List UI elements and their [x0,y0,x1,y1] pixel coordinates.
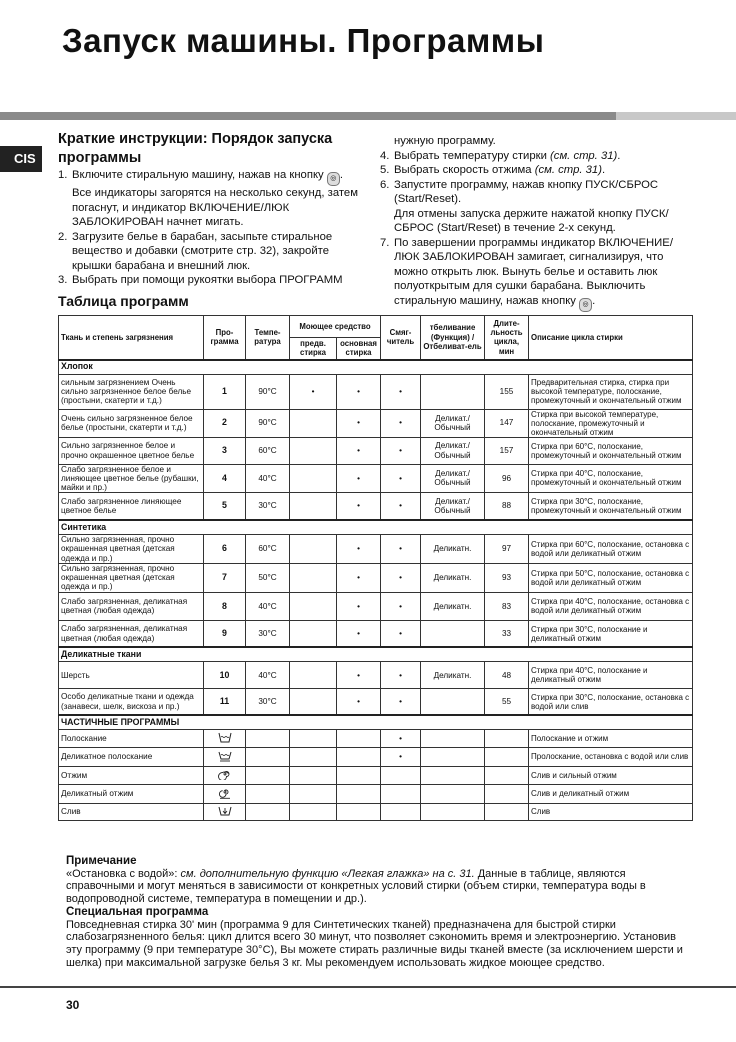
cell-description: Стирка при 40°C, полоскание, остановка с водой или деликатный отжим [529,592,693,620]
special-program-heading: Специальная программа [66,905,209,918]
cell-fabric: Шерсть [59,662,204,689]
cell-program [204,747,246,766]
cell-fabric: Сильно загрязненное белое и прочно окрашенное цветное белье [59,437,204,464]
table-row [59,493,693,520]
table-row [59,803,693,820]
cell-duration: 88 [485,493,529,520]
cell-bleach: Деликат./ Обычный [421,493,485,520]
header-detergent: Моющее средство [290,316,381,338]
cell-description: Полоскание и отжим [529,729,693,747]
cell-prewash [290,464,337,493]
cell-prewash [290,784,337,803]
cell-mainwash: • [337,662,381,689]
cell-softener [381,784,421,803]
cell-mainwash: • [337,464,381,493]
step-3: 3. Выбрать при помощи рукоятки выбора ПРОГРАММ [58,274,343,286]
language-tab: CIS [0,146,42,172]
note-text: «Остановка с водой»: см. дополнительную функцию «Легкая глажка» на с. 31. Данные в таблице, являются справочными и могут меняться в зависимости от конкретных условий стирки (объем стирки, температура воды в водопроводной системе, температура в помещении и др.). [66,867,646,906]
step-2: 2. Загрузите белье в барабан, засыпьте стиральное вещество и добавки (смотрите стр. 32), закройте крышки барабана и внешний люк. [58,230,333,272]
table-row [59,729,693,747]
table-row [59,662,693,689]
table-row [59,374,693,409]
cell-mainwash: • [337,409,381,437]
cell-fabric: сильным загрязнением Очень сильно загрязненное белое белье (простыни, скатерти и т.д.) [59,374,204,409]
cell-description: Стирка при 30°C, полоскание, остановка с водой или слив [529,689,693,715]
cell-mainwash: • [337,689,381,715]
cell-bleach: Деликатн. [421,534,485,563]
table-row [59,563,693,592]
cell-temperature: 90°C [246,409,290,437]
cell-prewash [290,766,337,784]
cell-bleach [421,620,485,647]
header-duration: Длите-льность цикла, мин [485,316,529,360]
cell-fabric: Слабо загрязненная, деликатная цветная (любая одежда) [59,620,204,647]
cell-mainwash [337,803,381,820]
cell-duration: 55 [485,689,529,715]
cell-prewash [290,803,337,820]
cell-bleach [421,766,485,784]
instructions-right-column [380,134,686,312]
cell-bleach [421,729,485,747]
cell-temperature: 40°C [246,662,290,689]
step-6: 6. Запустите программу, нажав кнопку ПУСК/СБРОС (Start/Reset). Для отмены запуска держите нажатой кнопку ПУСК/СБРОС (Start/Reset) в течение 2-х секунд. [380,178,669,234]
cell-softener: • [381,563,421,592]
cell-description: Стирка при 30°C, полоскание и деликатный отжим [529,620,693,647]
cell-mainwash [337,729,381,747]
cell-softener: • [381,437,421,464]
cell-duration: 96 [485,464,529,493]
cell-bleach [421,803,485,820]
table-row [59,464,693,493]
cell-bleach: Деликатн. [421,592,485,620]
header-mainwash: основная стирка [337,338,381,360]
cell-program [204,784,246,803]
cell-mainwash: • [337,493,381,520]
table-row [59,689,693,715]
special-program-text: Повседневная стирка 30' мин (программа 9 для Синтетических тканей) предназначена для быстрой стирки слабозагрязненного белья: цикл длится всего 30 минут, что позволяет сэкономить время и электроэнергию. Установив эту программу (9 при температуре 30°C), Вы можете стирать различные виды тканей вместе (за исключением шерсти и шелка) при максимальной загрузке белья 3 кг. Мы рекомендуем использовать жидкое моющее средство. [66,918,683,969]
cell-description: Слив [529,803,693,820]
cell-mainwash [337,784,381,803]
header-program: Про-грамма [204,316,246,360]
cell-softener: • [381,729,421,747]
cell-prewash [290,620,337,647]
cell-program: 6 [204,534,246,563]
cell-temperature [246,747,290,766]
cell-bleach: Деликат./ Обычный [421,464,485,493]
cell-program: 5 [204,493,246,520]
cell-fabric: Полоскание [59,729,204,747]
section-title: Деликатные ткани [59,647,693,662]
notes-block [66,855,688,969]
cell-description: Пpoлocкaниe, ocтaнoвкa c вoдoй или cлив [529,747,693,766]
cell-program: 7 [204,563,246,592]
cell-program: 8 [204,592,246,620]
cell-fabric: Слив [59,803,204,820]
instructions-left-column [58,168,358,288]
cell-fabric: Слабо загрязненная, деликатная цветная (любая одежда) [59,592,204,620]
cell-bleach: Деликатн. [421,662,485,689]
cell-duration: 83 [485,592,529,620]
cell-program [204,803,246,820]
cell-softener: • [381,747,421,766]
cell-description: Стирка при 30°C, полоскание, промежуточный и окончательный отжим [529,493,693,520]
cell-temperature: 30°C [246,620,290,647]
cell-bleach [421,784,485,803]
cell-softener: • [381,689,421,715]
cell-duration [485,803,529,820]
table-row [59,747,693,766]
cell-duration: 155 [485,374,529,409]
cell-fabric: Деликатный отжим [59,784,204,803]
cell-softener: • [381,662,421,689]
cell-temperature: 60°C [246,534,290,563]
program-table [58,315,693,821]
cell-program: 2 [204,409,246,437]
cell-fabric: Сильно загрязненная, прочно окрашенная цветная (детская одежда и пр.) [59,563,204,592]
cell-temperature: 40°C [246,592,290,620]
cell-fabric: Сильно загрязненная, прочно окрашенная цветная (детская одежда и пр.) [59,534,204,563]
cell-bleach [421,747,485,766]
cell-bleach [421,689,485,715]
cell-temperature [246,784,290,803]
cell-program: 11 [204,689,246,715]
table-row [59,534,693,563]
cell-prewash: • [290,374,337,409]
cell-temperature: 90°C [246,374,290,409]
cell-prewash [290,662,337,689]
cell-program: 4 [204,464,246,493]
cell-duration: 48 [485,662,529,689]
cell-mainwash: • [337,592,381,620]
cell-description: Стирка при 50°C, полоскание, остановка с водой или деликатный отжим [529,563,693,592]
cell-description: Стирка при 60°C, полоскание, промежуточный и окончательный отжим [529,437,693,464]
cell-fabric: Очень сильно загрязненное белое белье (простыни, скатерти и т.д.) [59,409,204,437]
program-table-title: Таблица программ [58,293,189,309]
cell-prewash [290,534,337,563]
section-header [59,715,693,730]
cell-description: Стирка при высокой температуре, полоскание, промежуточный и окончательный отжим [529,409,693,437]
cell-bleach: Деликатн. [421,563,485,592]
cell-program: 3 [204,437,246,464]
cell-duration [485,766,529,784]
header-bleach: тбеливание (Функция) / Отбеливат-ель [421,316,485,360]
cell-softener: • [381,464,421,493]
step-7: 7. По завершении программы индикатор ВКЛЮЧЕНИЕ/ЛЮК ЗАБЛОКИРОВАН замигает, сигнализируя, что можно открыть люк. Вынуть белье и оставить люк полуоткрытым для сушки барабана. Выключить стиральную машину, нажав кнопку ◎ . [380,236,686,312]
cell-duration: 97 [485,534,529,563]
table-row [59,592,693,620]
cell-duration [485,784,529,803]
cell-temperature: 60°C [246,437,290,464]
cell-prewash [290,747,337,766]
cell-description: Слив и деликатный отжим [529,784,693,803]
cell-program: 10 [204,662,246,689]
cell-mainwash [337,766,381,784]
table-row [59,784,693,803]
cell-bleach: Деликат./ Обычный [421,409,485,437]
cell-softener: • [381,374,421,409]
cell-prewash [290,729,337,747]
cell-temperature: 30°C [246,689,290,715]
cell-description: Предварительная стирка, стирка при высокой температуре, полоскание, промежуточный и окончательный отжим [529,374,693,409]
cell-mainwash: • [337,374,381,409]
section-header [59,520,693,535]
cell-temperature [246,766,290,784]
cell-mainwash: • [337,534,381,563]
cell-temperature [246,729,290,747]
cell-temperature: 50°C [246,563,290,592]
cell-duration [485,747,529,766]
power-button-icon: ◎ [327,172,340,186]
cell-duration: 157 [485,437,529,464]
step-1: 1. Включите стиральную машину, нажав на кнопку ◎ . Все индикаторы загорятся на несколько секунд, затем погаснут, и индикатор ВКЛЮЧЕНИЕ/ЛЮК ЗАБЛОКИРОВАН начнет мигать. [58,169,358,228]
cell-duration [485,729,529,747]
header-prewash: предв. стирка [290,338,337,360]
cell-mainwash: • [337,437,381,464]
power-button-icon: ◎ [579,298,592,312]
spin-icon [218,772,232,782]
cell-duration: 33 [485,620,529,647]
cell-description: Стирка при 40°C, полоскание и деликатный отжим [529,662,693,689]
cell-prewash [290,563,337,592]
cell-fabric: Особо деликатные ткани и одежда (занавеси, шелк, вискоза и пр.) [59,689,204,715]
header-fabric: Ткань и степень загрязнения [59,316,204,360]
cell-prewash [290,592,337,620]
header-rule [0,112,736,120]
cell-softener [381,766,421,784]
cell-fabric: Слабо загрязненное белое и линяющее цветное белье (рубашки, майки и пр.) [59,464,204,493]
drain-icon [218,809,232,819]
section-title: Хлопок [59,360,693,375]
cell-softener [381,803,421,820]
cell-description: Слив и сильный отжим [529,766,693,784]
footer-rule [0,986,736,988]
note-heading: Примечание [66,855,137,867]
cell-softener: • [381,493,421,520]
section-header [59,360,693,375]
step-4: 4. Выбрать температуру стирки (см. стр. 31). [380,149,621,162]
cell-mainwash: • [337,563,381,592]
page-number: 30 [66,998,80,1012]
cell-description: Стирка при 40°C, полоскание, промежуточный и окончательный отжим [529,464,693,493]
cell-prewash [290,409,337,437]
cell-fabric: Слабо загрязненное линяющее цветное белье [59,493,204,520]
cell-prewash [290,493,337,520]
page-title: Запуск машины. Программы [62,22,545,59]
cell-prewash [290,689,337,715]
cell-program: 1 [204,374,246,409]
cell-softener: • [381,409,421,437]
cell-duration: 147 [485,409,529,437]
header-softener: Смяг-читель [381,316,421,360]
cell-softener: • [381,592,421,620]
cell-temperature: 40°C [246,464,290,493]
cell-mainwash [337,747,381,766]
table-row [59,620,693,647]
header-description: Описание цикла стирки [529,316,693,360]
cell-program [204,766,246,784]
cell-softener: • [381,620,421,647]
cell-prewash [290,437,337,464]
step-5: 5. Выбрать скорость отжима (см. стр. 31). [380,164,606,176]
section-title: Синтетика [59,520,693,535]
cell-bleach: Деликат./ Обычный [421,437,485,464]
delicate-rinse-icon [218,754,232,764]
cell-temperature [246,803,290,820]
table-row [59,766,693,784]
section-header [59,647,693,662]
quick-instructions-heading: Краткие инструкции: Порядок запуска программы [58,131,333,166]
cell-duration: 93 [485,563,529,592]
table-row [59,437,693,464]
section-title: ЧАСТИЧНЫЕ ПРОГРАММЫ [59,715,693,730]
cell-temperature: 30°C [246,493,290,520]
cell-fabric: Отжим [59,766,204,784]
cell-softener: • [381,534,421,563]
cell-program [204,729,246,747]
rinse-icon [218,735,232,745]
cell-mainwash: • [337,620,381,647]
header-temperature: Темпе-ратура [246,316,290,360]
delicate-spin-icon [218,791,232,801]
table-row [59,409,693,437]
cell-program: 9 [204,620,246,647]
step-3-continued: нужную программу. [394,135,496,147]
cell-fabric: Деликатное полоскание [59,747,204,766]
cell-bleach [421,374,485,409]
cell-description: Стирка при 60°C, полоскание, остановка с водой или деликатный отжим [529,534,693,563]
